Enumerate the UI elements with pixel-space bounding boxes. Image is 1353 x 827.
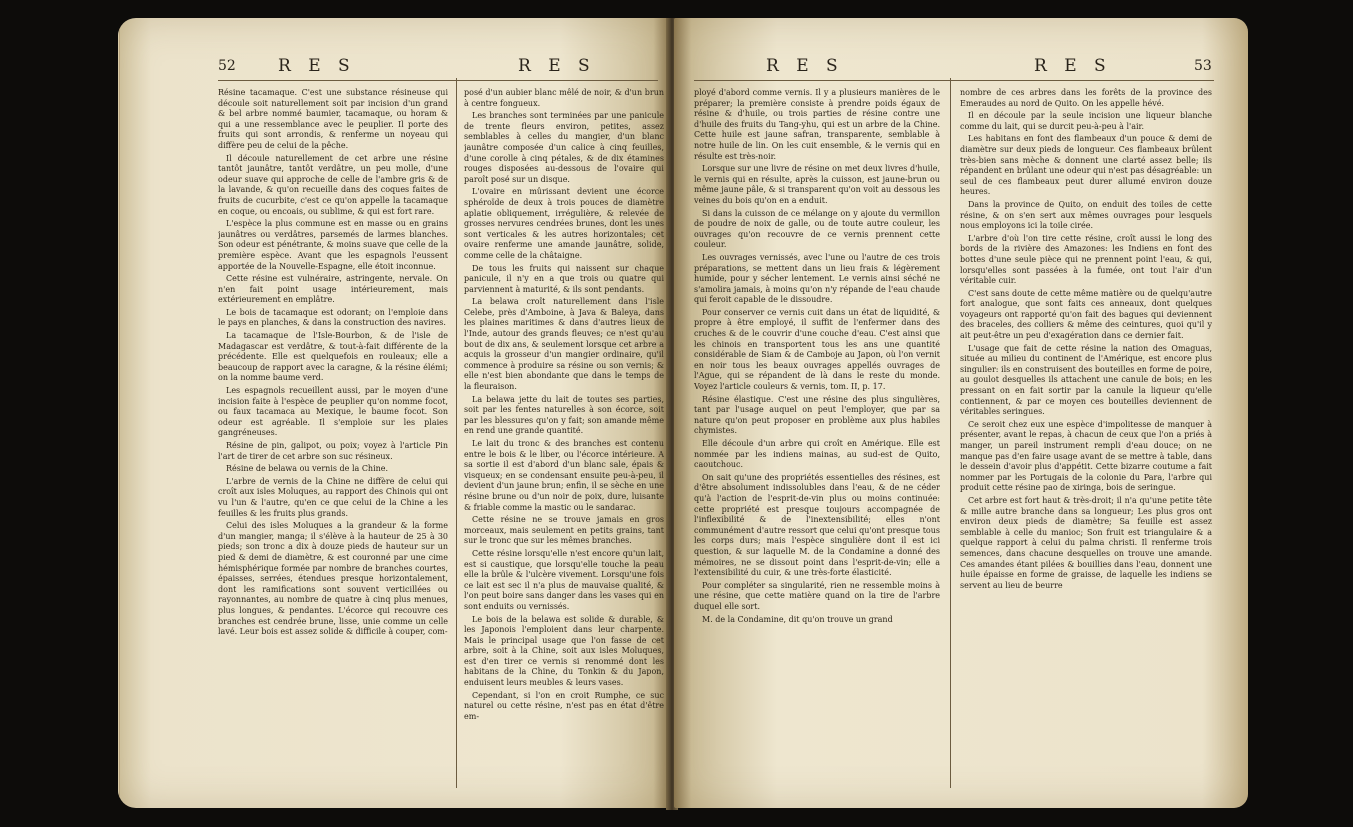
paragraph: Il en découle par la seule incision une liqueur blanche comme du lait, qui se durcit peu-à-peu à l'air. [960,111,1212,131]
open-book [118,18,1248,818]
right-column-divider [950,78,951,788]
left-page-header [218,58,658,86]
paragraph: L'arbre d'où l'on tire cette résine, croît aussi le long des bords de la rivière des Amazones: les Indiens en font des bottes d'une seule pièce qui ne prennent point l'eau, & qui, lorsqu'elles sont passées à la fumée, ont tout l'air d'un véritable cuir. [960,233,1212,286]
left-page [118,18,670,808]
paragraph: Pour compléter sa singularité, rien ne ressemble moins à une résine, que cette matière quand on la tire de l'arbre duquel elle sort. [694,580,940,611]
left-header-rule [218,80,658,81]
paragraph: ployé d'abord comme vernis. Il y a plusieurs manières de le préparer; la première consiste à prendre poids égaux de résine & d'huile, ou trois parties de résine contre une d'huile des fruits du Tang-yhu, qui est un arbre de la Chine. Cette huile est jaune safran, transparente, semblable à notre huile de lin. On les cuit ensemble, & le vernis qui en résulte est très-noir. [694,88,940,161]
paragraph: Résine de pin, galipot, ou poix; voyez à l'article Pin l'art de tirer de cet arbre son suc résineux. [218,441,448,461]
paragraph: La belawa croît naturellement dans l'isle Celebe, près d'Amboine, à Java & Baleya, dans les plaines maritimes & dans d'autres lieux de l'Inde, autour des grands fleuves; ce n'est qu'au bout de dix ans, & seulement lorsque cet arbre a acquis la grosseur d'un mangier ordinaire, qu'il commence à produire sa résine ou son vernis; & elle n'est bien abondante que dans le temps de la fleuraison. [464,297,664,392]
left-column-1 [218,88,448,788]
paragraph: Les habitans en font des flambeaux d'un pouce & demi de diamètre sur deux pieds de longueur. Ces flambeaux brûlent très-bien sans mèche & donnent une clarté assez belle; ils répandent en brûlant une odeur qui n'est pas désagréable: un seul de ces flambeaux peut durer allumé environ douze heures. [960,134,1212,197]
paragraph: nombre de ces arbres dans les forêts de la province des Emeraudes au nord de Quito. On les appelle hévé. [960,88,1212,108]
paragraph: Ce seroit chez eux une espèce d'impolitesse de manquer à présenter, avant le repas, à chacun de ceux que l'on a priés à manger, un pareil instrument rempli d'eau douce; on ne manque pas d'en faire usage avant de se mettre à table, dans le dessein d'avoir plus d'appétit. Cette bizarre coutume a fait nommer par les Portugais de la colonie du Para, l'arbre qui produit cette résine pao de xiringa, bois de seringue. [960,419,1212,493]
paragraph: On sait qu'une des propriétés essentielles des résines, est d'être absolument indissolubles dans l'eau, & de ne céder qu'à l'action de l'esprit-de-vin plus ou moins continuée: cette propriété est presque toujours accompagnée de l'inflexibilité & de l'inextensibilité; elles n'ont communément d'autre ressort que celui qu'ont presque tous les corps durs; mais l'espèce singulière dont il est ici question, & sur laquelle M. de la Condamine a donné des mémoires, ne se dissout point dans l'esprit-de-vin; elle a l'extensibilité du cuir, & une très-forte élasticité. [694,472,940,578]
paragraph: La belawa jette du lait de toutes ses parties, soit par les fentes naturelles à son écorce, soit par les blessures qu'on y fait; son amande même en rend une grande quantité. [464,394,664,436]
right-running-head-2: R E S [1034,56,1112,76]
right-running-head-1: R E S [766,56,844,76]
left-page-edge [118,28,120,808]
left-column-divider [456,78,457,788]
paragraph: Les espagnols recueillent aussi, par le moyen d'une incision faite à l'espèce de peuplier qu'on nomme focot, ou faux tacamaca au Mexique, le baume focot. Son odeur est agréable. Il s'emploie sur les plaies gangréneuses. [218,386,448,438]
paragraph: L'arbre de vernis de la Chine ne diffère de celui qui croît aux isles Moluques, au rapport des Chinois qui ont vu l'un & l'autre, qu'en ce que celui de la Chine a les feuilles & les fruits plus grands. [218,476,448,518]
right-page-number: 53 [1194,58,1212,74]
left-column-2 [464,88,664,788]
paragraph: Celui des isles Moluques a la grandeur & la forme d'un mangier, manga; il s'élève à la hauteur de 25 à 30 pieds; son tronc a dix à douze pieds de hauteur sur un pied & demi de diamètre, & est couronné par une cime hémisphérique formée par nombre de branches courtes, épaisses, serrées, étendues presque horizontalement, dont les ramifications sont souvent verticillées ou rayonnantes, au nombre de quatre à cinq plus menues, plus longues, & pendantes. L'écorce qui recouvre ces branches est cendrée brune, lisse, unie comme un celle lavé. Leur bois est assez solide & difficile à couper, com- [218,521,448,637]
right-column-2 [960,88,1212,788]
paragraph: Résine de belawa ou vernis de la Chine. [226,464,389,474]
paragraph: M. de la Condamine, dit qu'on trouve un grand [702,614,893,624]
paragraph: Cependant, si l'on en croit Rumphe, ce suc naturel ou cette résine, n'est pas en état d'être em- [464,690,664,721]
paragraph: Il découle naturellement de cet arbre une résine tantôt jaunâtre, tantôt verdâtre, un peu molle, d'une odeur suave qui approche de celle de l'ambre gris & de la lavande, & qu'on recueille dans des coques faites de fruits de cucurbite, c'est ce qu'on appelle la tacamaque en coque, ou encoais, ou sublime, & qui est fort rare. [218,153,448,216]
paragraph: De tous les fruits qui naissent sur chaque panicule, il n'y en a que trois ou quatre qui parviennent à maturité, & ils sont pendants. [464,263,664,294]
paragraph: posé d'un aubier blanc mêlé de noir, & d'un brun à centre fongueux. [464,88,664,108]
paragraph: Si dans la cuisson de ce mélange on y ajoute du vermillon de poudre de noix de galle, ou de toute autre couleur, les ouvrages qu'on recouvre de ce vernis prennent cette couleur. [694,208,940,250]
paragraph: Résine tacamaque. C'est une substance résineuse qui découle soit naturellement soit par incision d'un grand & bel arbre nommé baumier, tacamaque, ou horam & qui a une ressemblance avec le peuplier. Il porte des fruits qui sont arrondis, & renferme un noyeau qui diffère peu de celui de la pêche. [218,88,448,150]
paragraph: La tacamaque de l'Isle-Bourbon, & de l'isle de Madagascar est verdâtre, & tout-à-fait différente de la précédente. Elle est quelquefois en rouleaux; elle a beaucoup de rapport avec la caragne, & la résine élémi; on la nomme baume verd. [218,331,448,383]
paragraph: Cette résine ne se trouve jamais en gros morceaux, mais seulement en petits grains, tant sur le tronc que sur les mêmes branches. [464,515,664,546]
right-page-header [694,58,1214,86]
left-running-head-1: R E S [278,56,356,76]
paragraph: Pour conserver ce vernis cuit dans un état de liquidité, & propre à être employé, il suffit de l'enfermer dans des cruches & de le couvrir d'une couche d'eau. C'est ainsi que les chinois en transportent tous les ans une quantité considérable de Siam & de Camboje au Japon, où l'on vernit en noir tous les beaux ouvrages appellés ouvrages de l'Ague, qui se répandent de là dans le reste du monde. Voyez l'article couleurs & vernis, tom. II, p. 17. [694,307,940,392]
paragraph: Le lait du tronc & des branches est contenu entre le bois & le liber, ou l'écorce intérieure. A sa sortie il est d'abord d'un blanc sale, épais & visqueux; en se condensant ensuite peu-à-peu, il devient d'un jaune brun; enfin, il se sèche en une résine brune ou d'un noir de poix, dure, luisante & friable comme la mastic ou le sandarac. [464,439,664,512]
paragraph: L'usage que fait de cette résine la nation des Omaguas, située au milieu du continent de l'Amérique, est encore plus singulier: ils en construisent des bouteilles en forme de poire, au goulot desquelles ils attachent une canule de bois; en les pressant on en fait sortir par la canule la liqueur qu'elle contiennent, & par ce moyen ces bouteilles deviennent de véritables seringues. [960,343,1212,417]
right-column-1 [694,88,940,788]
paragraph: Le bois de tacamaque est odorant; on l'emploie dans le pays en planches, & dans la construction des navires. [218,307,448,328]
paragraph: L'espèce la plus commune est en masse ou en grains jaunâtres ou verdâtres, parsemés de larmes blanches. Son odeur est pénétrante, & moins suave que celle de la première espèce. Avant que les espagnols l'eussent apportée de la Nouvelle-Espagne, elle étoit inconnue. [218,219,448,271]
paragraph: L'ovaire en mûrissant devient une écorce sphéroïde de deux à trois pouces de diamètre aplatie obliquement, irrégulière, & relevée de grosses nervures cendrées brunes, dont les unes sont verticales & les autres horizontales; cet ovaire renferme une amande jaunâtre, solide, comme celle de la châtaigne. [464,187,664,260]
right-page [674,18,1248,808]
paragraph: Le bois de la belawa est solide & durable, & les Japonois l'emploient dans leur charpente. Mais le principal usage que l'on fasse de cet arbre, soit à la Chine, soit aux isles Moluques, est d'en tirer ce vernis si renommé dont les habitans de la Chine, du Tonkin & du Japon, enduisent leurs meubles & leurs vases. [464,614,664,688]
left-running-head-2: R E S [518,56,596,76]
paragraph: Les branches sont terminées par une panicule de trente fleurs environ, petites, assez semblables à celles du mangier, d'un blanc jaunâtre composée d'un calice à cinq feuilles, d'une corolle à cinq pétales, & de dix étamines rouges disposées au-dessous de l'ovaire qui paroît posé sur un disque. [464,111,664,184]
paragraph: Résine élastique. C'est une résine des plus singulières, tant par l'usage auquel on peut l'employer, que par sa nature qu'on peut proposer en problème aux plus habiles chymistes. [694,394,940,436]
paragraph: Cet arbre est fort haut & très-droit; il n'a qu'une petite tête & mille autre branche dans sa longueur; Les plus gros ont environ deux pieds de diamètre; Sa feuille est assez semblable à celle du manioc; Son fruit est triangulaire & a quelque rapport à celui du palma christi. Il renferme trois semences, dans chacune desquelles on trouve une amande. Ces amandes étant pilées & bouillies dans l'eau, donnent une huile épaisse en forme de graisse, de laquelle les indiens se servent au lieu de beurre [960,495,1212,590]
paragraph: C'est sans doute de cette même matière ou de quelqu'autre fort analogue, que sont faits ces anneaux, dont quelques voyageurs ont rapporté qu'on fait des bagues qui deviennent des braceles, des colliers & même des ceintures, quoi qu'il y ait peut-être un peu d'exagération dans ce dernier fait. [960,288,1212,341]
paragraph: Cette résine est vulnéraire, astringente, nervale. On n'en fait point usage intérieurement, mais extérieurement en emplâtre. [218,274,448,305]
paragraph: Les ouvrages vernissés, avec l'une ou l'autre de ces trois préparations, se mettent dans un lieu frais & légèrement humide, pour y sécher lentement. Le vernis ainsi séché ne s'amolira jamais, à moins qu'on n'y répande de l'eau chaude qui feroit capable de le dissoudre. [694,252,940,305]
left-page-number: 52 [218,58,236,74]
paragraph: Elle découle d'un arbre qui croît en Amérique. Elle est nommée par les indiens mainas, au sud-est de Quito, caoutchouc. [694,439,940,470]
paragraph: Cette résine lorsqu'elle n'est encore qu'un lait, est si caustique, que lorsqu'elle touche la peau elle la brûle & l'ulcère vivement. Lorsqu'une fois ce lait est sec il n'a plus de mauvaise qualité, & l'on peut boire sans danger dans les vases qui en sont enduits ou vernissés. [464,548,664,611]
right-header-rule [694,80,1214,81]
paragraph: Lorsque sur une livre de résine on met deux livres d'huile, le vernis qui en résulte, après la cuisson, est jaune-brun ou même jaune pâle, & si transparent qu'on voit au dessous les veines du bois qu'on en a enduit. [694,164,940,205]
paragraph: Dans la province de Quito, on enduit des toiles de cette résine, & on s'en sert aux mêmes ouvrages pour lesquels nous employons ici la toile cirée. [960,199,1212,231]
